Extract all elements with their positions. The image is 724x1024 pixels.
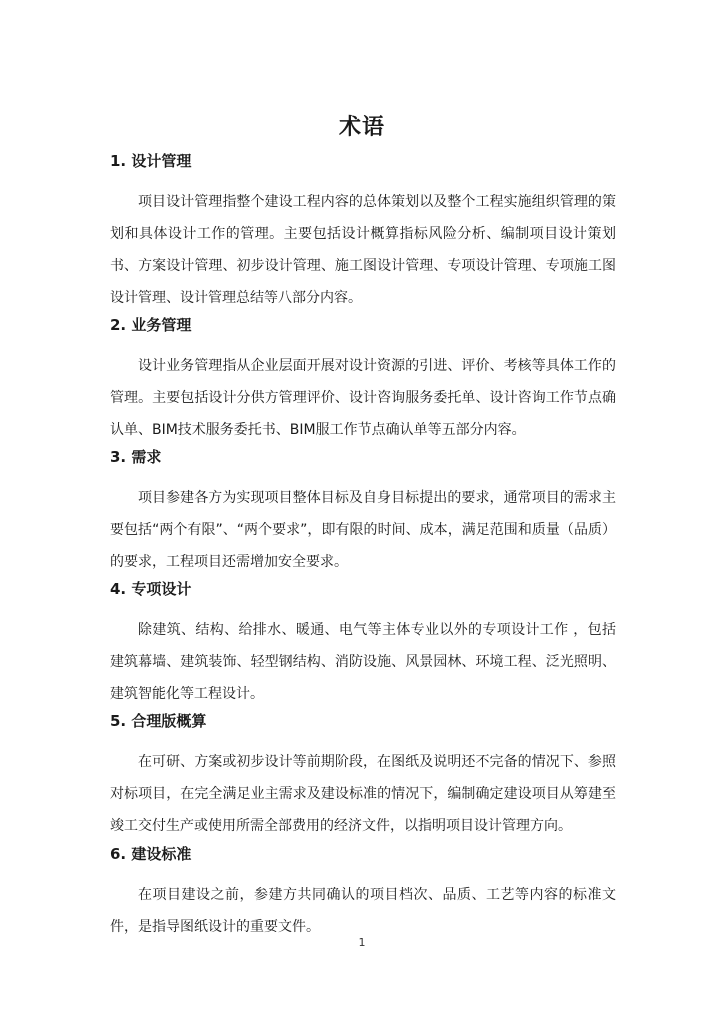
document-title: 术语: [338, 115, 385, 140]
section-heading: 5. 合理版概算: [110, 712, 207, 730]
section-body: 在项目建设之前，参建方共同确认的项目档次、品质、工艺等内容的标准文件，是指导图纸设计的重要文件。: [110, 887, 616, 935]
section-body: 项目设计管理指整个建设工程内容的总体策划以及整个工程实施组织管理的策划和具体设计工作的管理。主要包括设计概算指标风险分析、编制项目设计策划书、方案设计管理、初步设计管理、施工图设计管理、专项设计管理、专项施工图设计管理、设计管理总结等八部分内容。: [110, 194, 616, 306]
section-body: 项目参建各方为实现项目整体目标及自身目标提出的要求，通常项目的需求主要包括“两个有限”、“两个要求”，即有限的时间、成本，满足范围和质量（品质）的要求，工程项目还需增加安全要求。: [110, 490, 616, 570]
section-body: 在可研、方案或初步设计等前期阶段，在图纸及说明还不完备的情况下、参照对标项目，在完全满足业主需求及建设标准的情况下，编制确定建设项目从筹建至竣工交付生产或使用所需全部费用的经济文件，以指明项目设计管理方向。: [110, 754, 616, 834]
section-requirements: [110, 446, 616, 578]
section-design-management: [110, 150, 616, 314]
section-heading: 6. 建设标准: [110, 845, 192, 863]
section-heading: 3. 需求: [110, 448, 162, 466]
section-body: 设计业务管理指从企业层面开展对设计资源的引进、评价、考核等具体工作的管理。主要包括设计分供方管理评价、设计咨询服务委托单、设计咨询工作节点确认单、BIM技术服务委托书、BIM服工作节点确认单等五部分内容。: [110, 358, 616, 438]
section-heading: 2. 业务管理: [110, 316, 192, 334]
section-heading: 4. 专项设计: [110, 580, 192, 598]
section-construction-standards: [110, 843, 616, 943]
page-number: 1: [358, 936, 366, 949]
section-business-management: [110, 314, 616, 446]
section-special-design: [110, 578, 616, 710]
section-reasonable-estimate: [110, 710, 616, 842]
section-heading: 1. 设计管理: [110, 152, 192, 170]
section-body: 除建筑、结构、给排水、暖通、电气等主体专业以外的专项设计工作 ，包括建筑幕墙、建筑装饰、轻型钢结构、消防设施、风景园林、环境工程、泛光照明、建筑智能化等工程设计。: [110, 622, 616, 702]
